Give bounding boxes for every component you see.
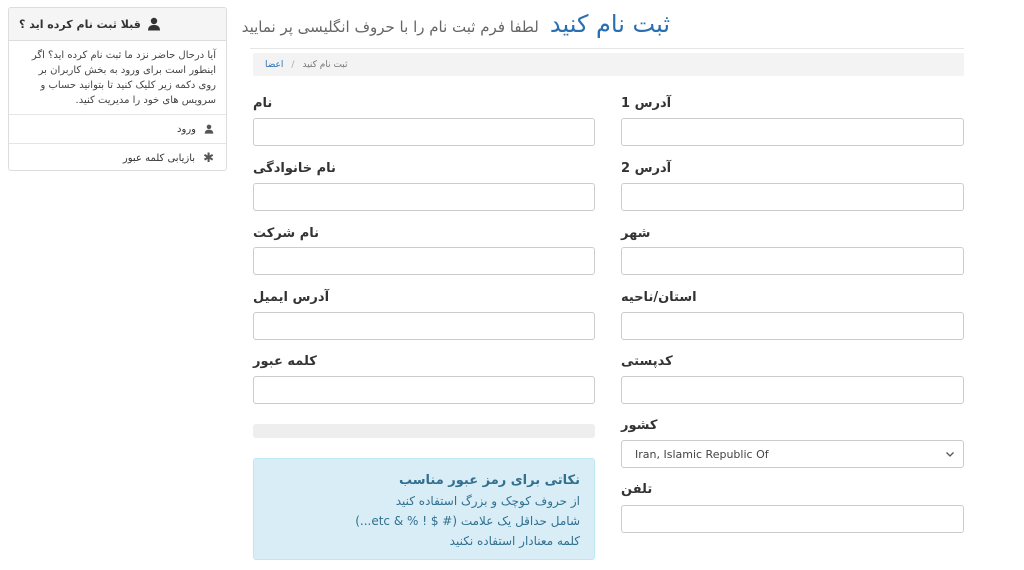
password-tips-alert [253, 458, 595, 560]
breadcrumb-members-link[interactable]: اعضا [265, 59, 284, 70]
page-subtitle: لطفا فرم ثبت نام را با حروف انگلیسی پر نمایید [241, 18, 539, 36]
asterisk-icon: ✱ [203, 150, 214, 166]
page-header [241, 10, 670, 50]
user-icon [204, 124, 214, 134]
country-label: کشور [621, 418, 658, 433]
page-title: ثبت نام کنید [549, 10, 670, 38]
email-label: آدرس ایمیل [253, 290, 330, 305]
chevron-down-icon [945, 449, 955, 459]
postcode-label: کدپستی [621, 354, 673, 369]
email-input[interactable] [253, 312, 595, 340]
password-label: کلمه عبور [253, 354, 317, 369]
breadcrumb-separator: / [291, 59, 295, 70]
password-input[interactable] [253, 376, 595, 404]
first-name-input[interactable] [253, 118, 595, 146]
city-label: شهر [621, 226, 651, 241]
login-label: ورود [177, 123, 196, 135]
header-divider [250, 48, 964, 49]
panel-title: قبلا ثبت نام کرده اید ؟ [19, 17, 141, 31]
tips-line-3: کلمه معنادار استفاده نکنید [449, 534, 580, 548]
recover-password-link[interactable] [9, 144, 226, 171]
postcode-input[interactable] [621, 376, 964, 404]
first-name-label: نام [253, 96, 273, 111]
phone-label: تلفن [621, 482, 653, 497]
breadcrumb-current: ثبت نام کنید [302, 59, 348, 70]
already-registered-panel [8, 7, 227, 171]
city-input[interactable] [621, 247, 964, 275]
state-input[interactable] [621, 312, 964, 340]
last-name-label: نام خانوادگی [253, 161, 336, 176]
address1-label: آدرس 1 [621, 96, 672, 111]
password-strength-bar [253, 424, 595, 438]
company-input[interactable] [253, 247, 595, 275]
tips-line-1: از حروف کوچک و بزرگ استفاده کنید [395, 494, 580, 508]
address2-label: آدرس 2 [621, 161, 672, 176]
tips-line-2: شامل حداقل یک علامت (# $ ! % & etc...) [355, 514, 580, 528]
last-name-input[interactable] [253, 183, 595, 211]
panel-description: آیا درحال حاضر نزد ما ثبت نام کرده اید؟ اگر اینطور است برای ورود به بخش کاربران بر روی دکمه زیر کلیک کنید تا بتوانید حساب و سرویس های خود را مدیریت کنید. [9, 41, 226, 115]
panel-header [9, 8, 226, 41]
breadcrumb [253, 53, 964, 76]
login-link[interactable] [9, 115, 226, 144]
tips-title: نکاتی برای رمز عبور مناسب [398, 473, 580, 488]
address1-input[interactable] [621, 118, 964, 146]
user-icon [147, 17, 161, 31]
recover-label: بازیابی کلمه عبور [122, 152, 196, 164]
company-label: نام شرکت [253, 226, 320, 241]
state-label: استان/ناحیه [621, 290, 697, 305]
country-selected-value: Iran, Islamic Republic Of [635, 447, 769, 461]
country-select[interactable] [621, 440, 964, 468]
address2-input[interactable] [621, 183, 964, 211]
phone-input[interactable] [621, 505, 964, 533]
